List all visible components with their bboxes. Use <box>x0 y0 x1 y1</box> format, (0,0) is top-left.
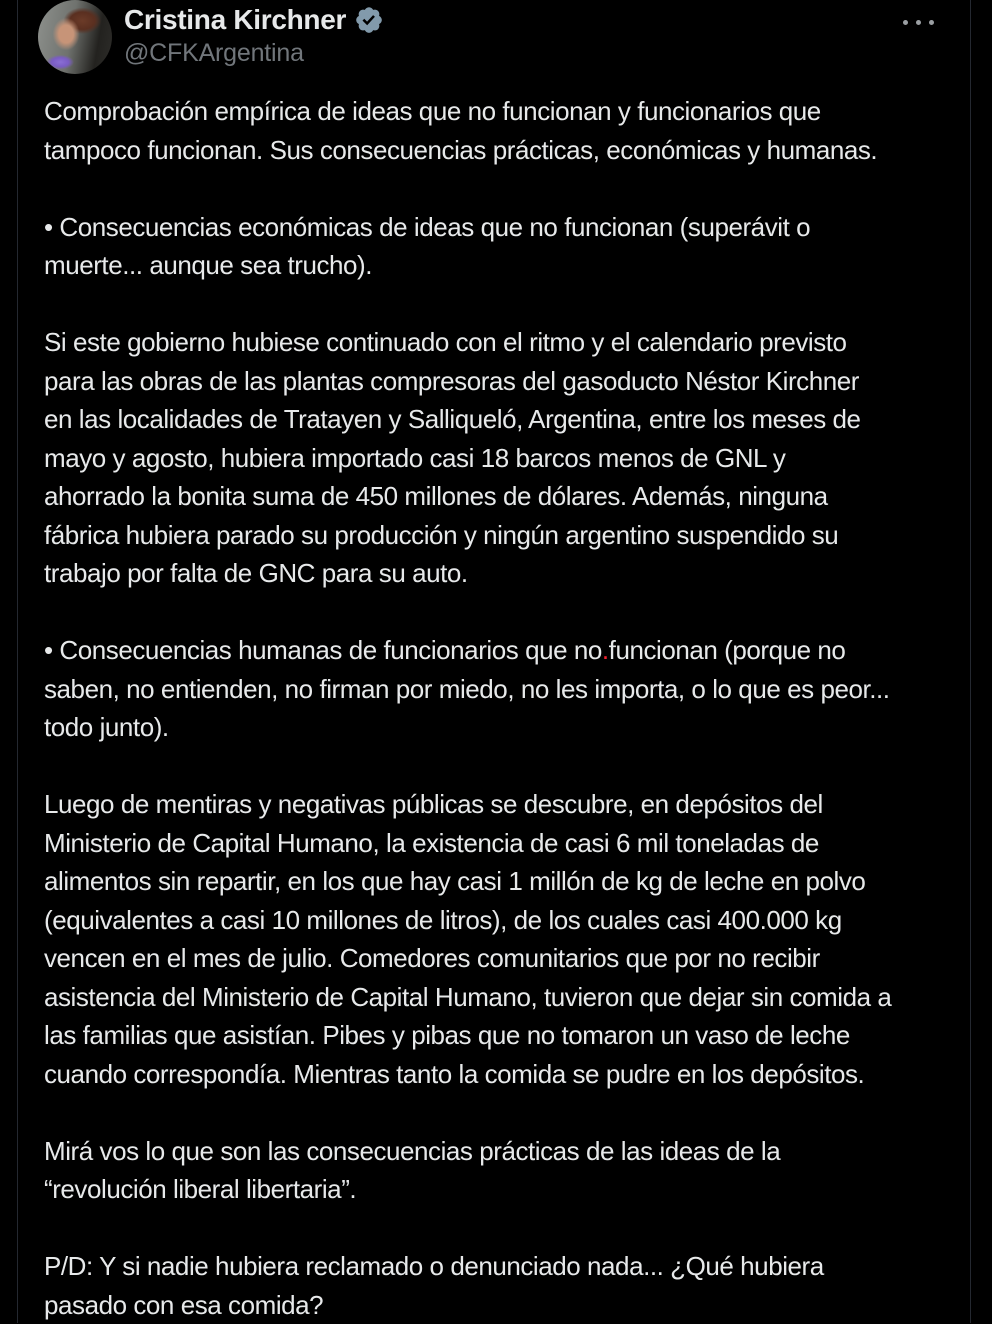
tweet-paragraph <box>44 208 892 285</box>
tweet-paragraph <box>44 631 892 747</box>
more-horizontal-icon <box>903 20 908 25</box>
tweet-header <box>18 0 970 74</box>
tweet-paragraph <box>44 323 892 593</box>
tweet-text-segment: Si este gobierno hubiese continuado con el ritmo y el calendario previsto para las obras de las plantas compresoras del gasoducto Néstor Kirchner en las localidades de Tratayen y Salliqueló, Argentina, entre los meses de mayo y agosto, hubiera importado casi 18 barcos menos de GNL y ahorrado la bonita suma de 450 millones de dólares. Además, ninguna fábrica hubiera parado su producción y ningún argentino suspendido su trabajo por falta de GNC para su auto. <box>44 327 861 588</box>
more-horizontal-icon <box>916 20 921 25</box>
tweet-text-segment: Luego de mentiras y negativas públicas se descubre, en depósitos del Ministerio de Capital Humano, la existencia de casi 6 mil toneladas de alimentos sin repartir, en los que hay casi 1 millón de kg de leche en polvo (equivalentes a casi 10 millones de litros), de los cuales casi 400.000 kg vencen en el mes de julio. Comedores comunitarios que por no recibir asistencia del Ministerio de Capital Humano, tuvieron que dejar sin comida a las familias que asistían. Pibes y pibas que no tomaron un vaso de leche cuando correspondía. Mientras tanto la comida se pudre en los depósitos. <box>44 789 892 1089</box>
verified-badge-icon <box>354 5 384 35</box>
tweet-text-segment: P/D: Y si nadie hubiera reclamado o denunciado nada... ¿Qué hubiera pasado con esa comida? <box>44 1251 824 1320</box>
tweet-paragraph <box>44 1247 892 1324</box>
display-name[interactable]: Cristina Kirchner <box>124 4 347 35</box>
user-name-block <box>124 0 384 68</box>
name-row <box>124 4 384 36</box>
tweet-paragraph <box>44 785 892 1093</box>
avatar[interactable] <box>38 0 112 74</box>
more-horizontal-icon <box>929 20 934 25</box>
tweet-text-segment: Mirá vos lo que son las consecuencias prácticas de las ideas de la “revolución liberal libertaria”. <box>44 1135 781 1204</box>
tweet-paragraph <box>44 92 892 169</box>
red-dot: . <box>601 635 609 665</box>
tweet-text <box>18 92 918 1324</box>
tweet-paragraph <box>44 1132 892 1209</box>
tweet-text-segment: • Consecuencias económicas de ideas que no funcionan (superávit o muerte... aunque sea trucho). <box>44 211 811 280</box>
tweet-text-segment: Comprobación empírica de ideas que no funcionan y funcionarios que tampoco funcionan. Sus consecuencias prácticas, económicas y humanas. <box>44 96 878 165</box>
tweet-text-segment: • Consecuencias humanas de funcionarios que no <box>44 635 602 665</box>
tweet-column <box>17 0 971 1323</box>
user-handle[interactable]: @CFKArgentina <box>124 39 304 67</box>
more-options-button[interactable] <box>899 16 938 29</box>
tweet-text-segment: funcionan (porque no saben, no entienden, no firman por miedo, no les importa, o lo que es peor... todo junto). <box>44 635 890 742</box>
